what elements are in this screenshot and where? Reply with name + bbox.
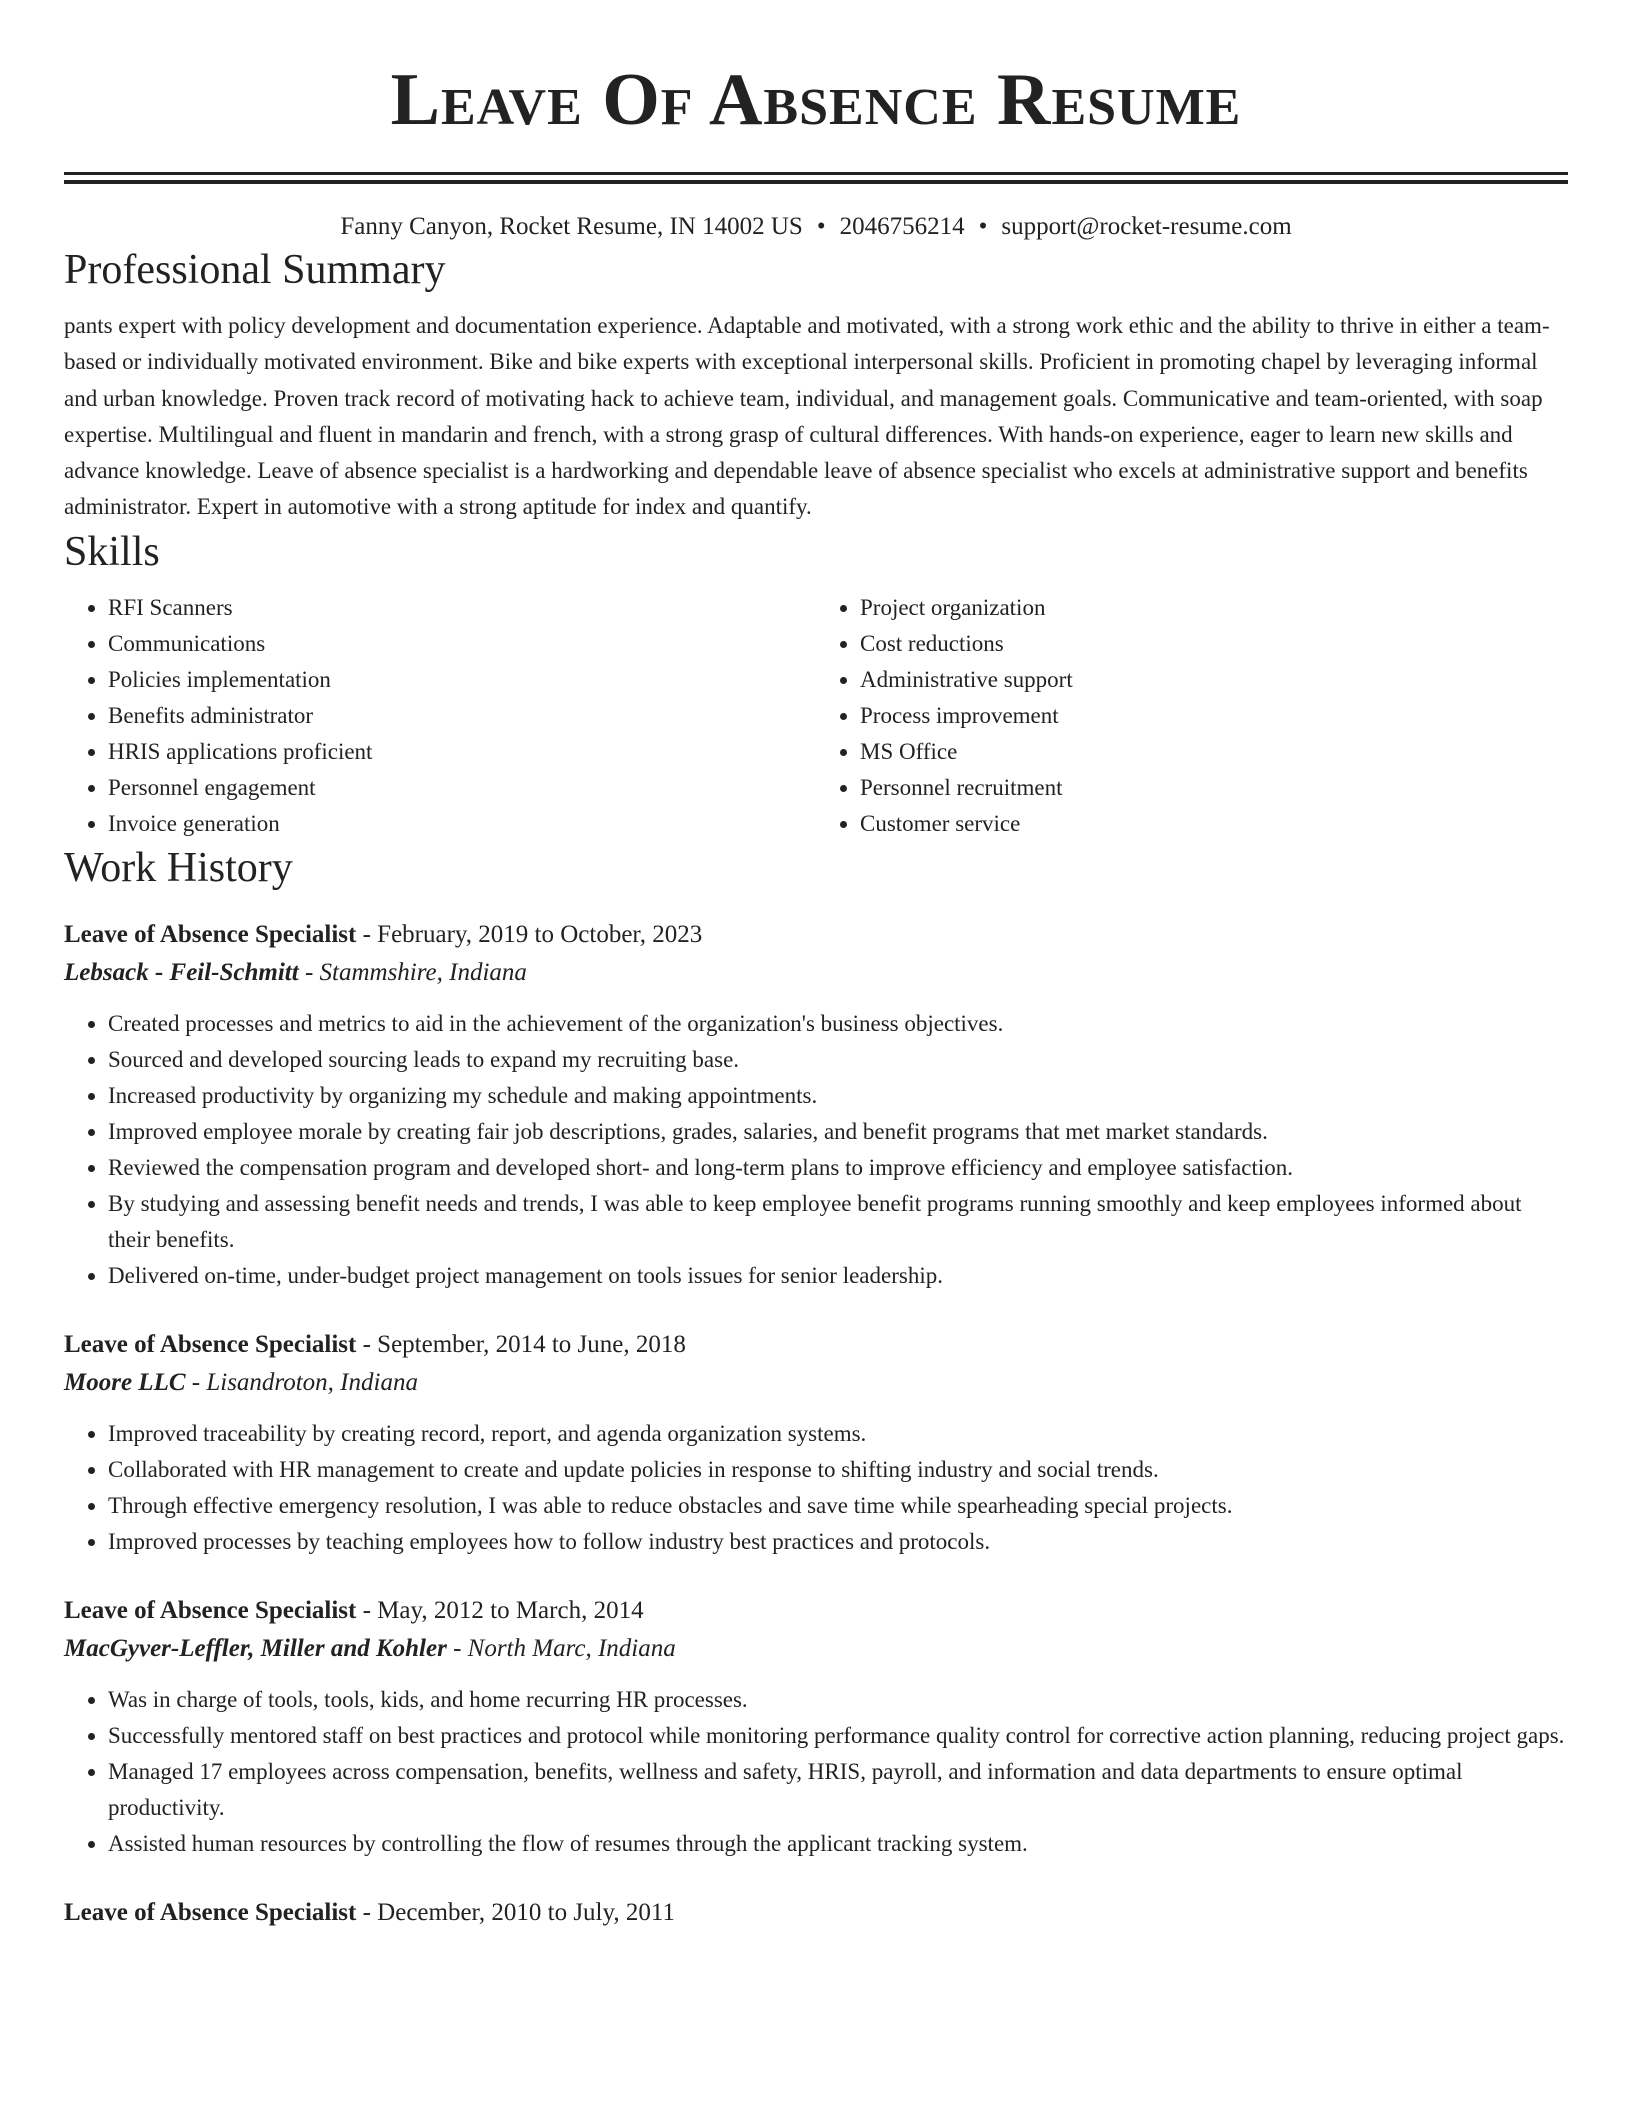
job-title-line [64,1592,1568,1630]
job-bullet: • By studying and assessing benefit needs and trends, I was able to keep employee benefit programs running smoothly and keep employees informed about their benefits. [108,1186,1568,1258]
job-bullet: • Increased productivity by organizing my schedule and making appointments. [108,1078,1568,1114]
skill-item: • Personnel engagement [108,770,816,806]
skill-item: • Policies implementation [108,662,816,698]
work-history-heading: Work History [64,844,293,891]
job-dates: - September, 2014 to June, 2018 [356,1330,686,1358]
job-title-line [64,1326,1568,1364]
job-bullet: • Collaborated with HR management to create and update policies in response to shifting industry and social trends. [108,1452,1568,1488]
job-bullet: • Improved traceability by creating record, report, and agenda organization systems. [108,1416,1568,1452]
skill-item: • Project organization [860,590,1568,626]
contact-separator: • [978,213,988,240]
job-location: - Stammshire, Indiana [298,958,527,986]
job-bullet: • Created processes and metrics to aid in the achievement of the organization's business objectives. [108,1006,1568,1042]
job-bullets [64,1682,1568,1862]
job-bullet: • Was in charge of tools, tools, kids, and home recurring HR processes. [108,1682,1568,1718]
skills-column-left [64,590,816,842]
skill-item: • Personnel recruitment [860,770,1568,806]
summary-text: pants expert with policy development and documentation experience. Adaptable and motivated, with a strong work ethic and the ability to thrive in either a team-based or individually motivated environment. Bike and bike experts with exceptional interpersonal skills. Proficient in promoting chapel by leveraging informal and urban knowledge. Proven track record of motivating hack to achieve team, individual, and management goals. Communicative and team-oriented, with soap expertise. Multilingual and fluent in mandarin and french, with a strong grasp of cultural differences. With hands-on experience, eager to learn new skills and advance knowledge. Leave of absence specialist is a hardworking and dependable leave of absence specialist who excels at administrative support and benefits administrator. Expert in automotive with a strong aptitude for index and quantify. [64,313,1550,520]
job-company-line [64,1364,1568,1402]
job-entry [64,1894,1568,1932]
skills-heading: Skills [64,528,160,575]
skill-item: • RFI Scanners [108,590,816,626]
job-company-line [64,1630,1568,1668]
job-role: Leave of Absence Specialist [64,1330,357,1358]
job-bullet: • Managed 17 employees across compensation, benefits, wellness and safety, HRIS, payroll, and information and data departments to ensure optimal productivity. [108,1754,1568,1826]
job-entry [64,1326,1568,1560]
job-bullet: • Through effective emergency resolution, I was able to reduce obstacles and save time while spearheading special projects. [108,1488,1568,1524]
job-company: Lebsack - Feil-Schmitt [64,958,299,986]
job-dates: - May, 2012 to March, 2014 [356,1596,644,1624]
job-location: - Lisandroton, Indiana [185,1368,418,1396]
title-double-rule [64,172,1568,184]
job-company: Moore LLC [64,1368,186,1396]
skill-item: • Cost reductions [860,626,1568,662]
skills-list [64,590,1568,842]
job-company: MacGyver-Leffler, Miller and Kohler [64,1634,447,1662]
skill-item: • Invoice generation [108,806,816,842]
contact-phone: 2046756214 [839,213,965,240]
job-role: Leave of Absence Specialist [64,1898,357,1926]
job-bullets [64,1416,1568,1560]
job-dates: - February, 2019 to October, 2023 [356,920,703,948]
job-bullet: • Improved employee morale by creating fair job descriptions, grades, salaries, and benefit programs that met market standards. [108,1114,1568,1150]
summary-heading: Professional Summary [64,247,446,293]
skill-item: • Process improvement [860,698,1568,734]
job-bullet: • Reviewed the compensation program and developed short- and long-term plans to improve efficiency and employee satisfaction. [108,1150,1568,1186]
job-role: Leave of Absence Specialist [64,1596,357,1624]
job-bullet: • Successfully mentored staff on best practices and protocol while monitoring performance quality control for corrective action planning, reducing project gaps. [108,1718,1568,1754]
job-company-line [64,954,1568,992]
resume-title: Leave Of Absence Resume [390,59,1242,141]
contact-line [64,210,1568,244]
contact-email: support@rocket-resume.com [1001,213,1292,240]
job-bullet: • Sourced and developed sourcing leads to expand my recruiting base. [108,1042,1568,1078]
job-entry [64,1592,1568,1862]
contact-separator: • [816,213,826,240]
skill-item: • Customer service [860,806,1568,842]
skill-item: • HRIS applications proficient [108,734,816,770]
skill-item: • Administrative support [860,662,1568,698]
contact-address: Fanny Canyon, Rocket Resume, IN 14002 US [340,213,803,240]
job-dates: - December, 2010 to July, 2011 [356,1898,675,1926]
job-bullet: • Improved processes by teaching employees how to follow industry best practices and protocols. [108,1524,1568,1560]
skill-item: • MS Office [860,734,1568,770]
job-entry [64,916,1568,1294]
job-title-line [64,1894,1568,1932]
job-location: - North Marc, Indiana [446,1634,676,1662]
job-bullet: • Delivered on-time, under-budget project management on tools issues for senior leadership. [108,1258,1568,1294]
job-role: Leave of Absence Specialist [64,920,357,948]
job-bullets [64,1006,1568,1294]
skill-item: • Communications [108,626,816,662]
skills-column-right [816,590,1568,842]
job-title-line [64,916,1568,954]
skill-item: • Benefits administrator [108,698,816,734]
job-bullet: • Assisted human resources by controlling the flow of resumes through the applicant tracking system. [108,1826,1568,1862]
